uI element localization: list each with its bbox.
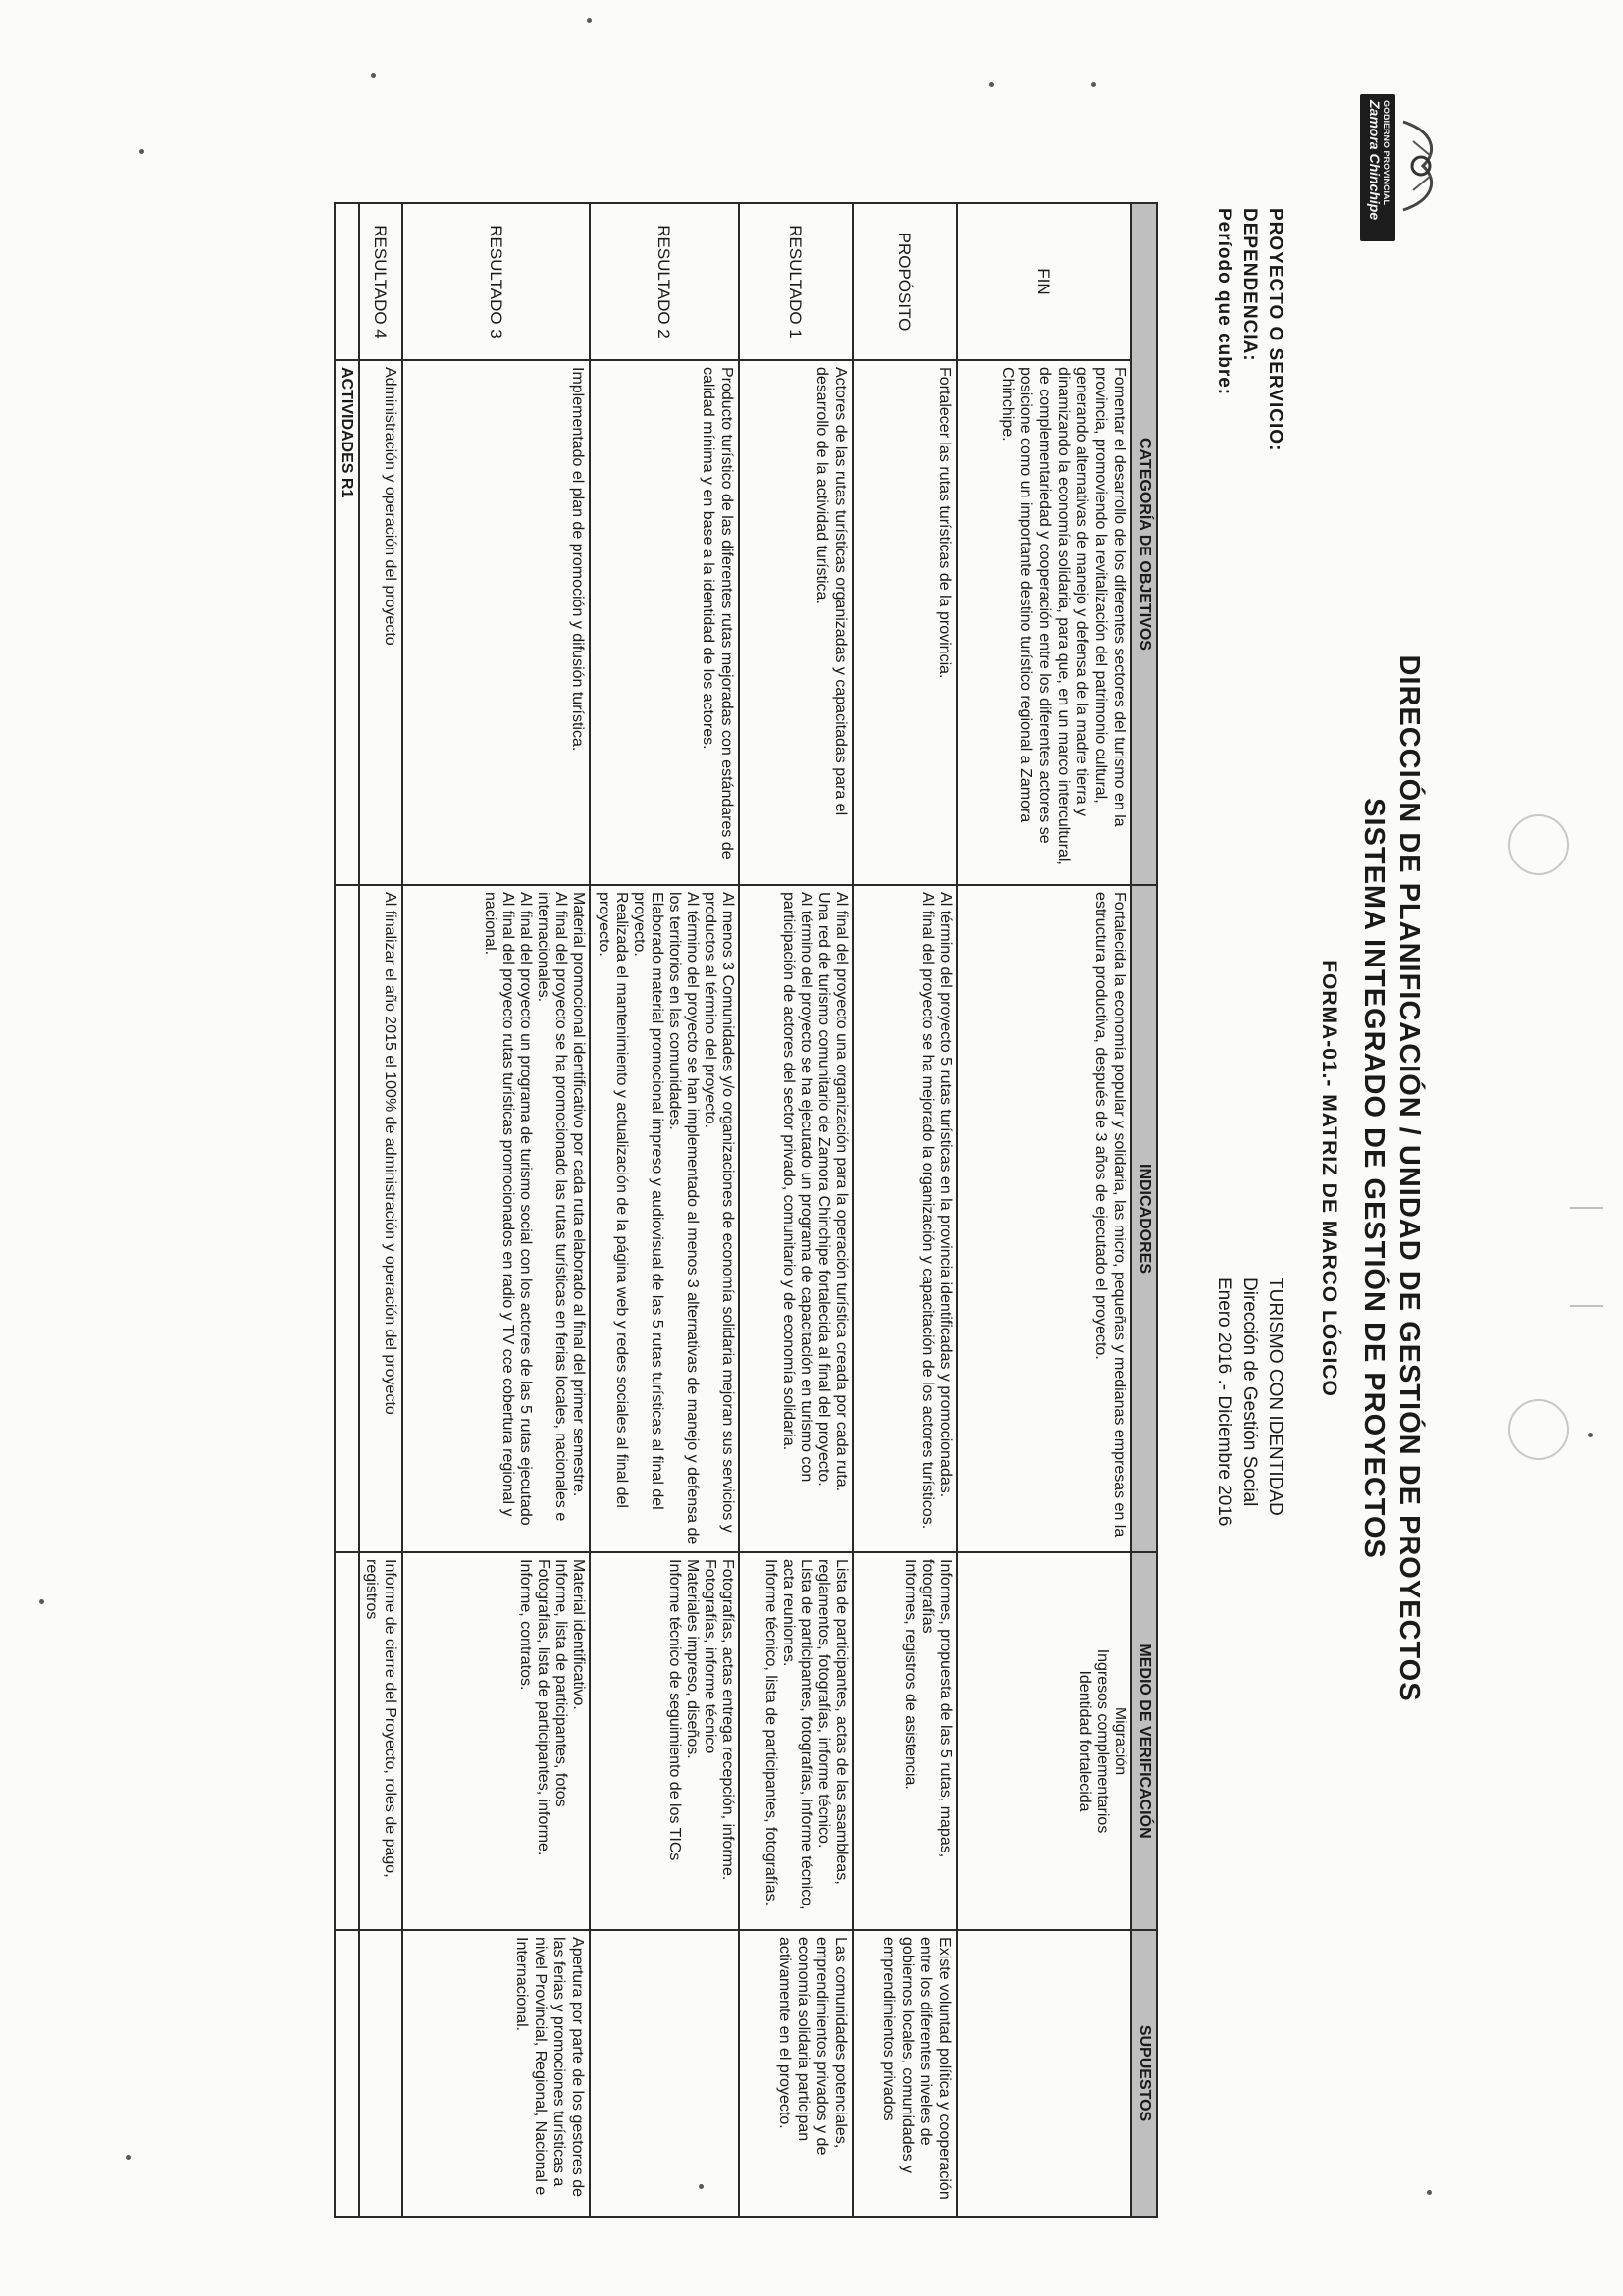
project-value: TURISMO CON IDENTIDAD — [1265, 1278, 1285, 1516]
verification-r2-2: Fotografías, informe técnico — [702, 1559, 718, 1754]
verification-r2-4: Informe técnico de seguimiento de los TICs — [666, 1559, 683, 1861]
indicator-r2-1: Al menos 3 Comunidades y/o organizaciones de economía solidaria mejoran sus servicios y productos al término del proyecto. — [702, 892, 736, 1533]
indicator-r2-2: Al término del proyecto se han implementado al menos 3 alternativas de manejo y defensa de los territorios en las comunidades. — [666, 892, 701, 1545]
category-resultado-1: RESULTADO 1 — [739, 203, 853, 360]
verification-r2-1: Fotografías, actas entrega recepción, informe. — [719, 1559, 736, 1881]
sub-title: SISTEMA INTEGRADO DE GESTIÓN DE PROYECTOS — [1358, 798, 1389, 1559]
table-row-resultado-4 — [359, 203, 402, 2217]
header-assumptions: SUPUESTOS — [1131, 1930, 1157, 2217]
table-row-proposito — [853, 203, 957, 2217]
table-row-fin — [957, 203, 1131, 2217]
scan-mark — [1570, 1207, 1603, 1209]
punch-hole — [1508, 1399, 1569, 1460]
category-fin: FIN — [957, 203, 1131, 360]
verification-r3-3: Fotografías, lista de participantes, informe. — [535, 1559, 551, 1856]
verification-r2-3: Materiales impreso, diseños. — [684, 1559, 701, 1759]
category-resultado-4: RESULTADO 4 — [359, 203, 402, 360]
scan-speck — [587, 18, 592, 23]
verification-resultado-1 — [739, 1552, 853, 1930]
verification-fin-3: Identidad fortalecida — [1076, 1670, 1093, 1812]
indicator-r1-1: Al final del proyecto una organización para la operación turística creada por cada ruta. — [833, 892, 850, 1492]
rotated-document — [177, 94, 1452, 2263]
indicator-resultado-4: Al finalizar el año 2015 el 100% de administración y operación del proyecto — [359, 885, 402, 1552]
assumption-resultado-4 — [359, 1930, 402, 2217]
header-row — [1131, 203, 1157, 2217]
indicator-r3-3: Al final del proyecto un programa de turismo social con los actores de las 5 rutas ejecutado — [517, 892, 534, 1526]
verification-proposito-2: Informes, registros de asistencia. — [902, 1559, 918, 1790]
verification-fin-2: Ingresos complementarios — [1094, 1648, 1111, 1834]
period-label: Período que cubre: — [1214, 208, 1234, 396]
scan-speck — [139, 149, 144, 154]
indicator-r2-4: Realizada el mantenimiento y actualización de la página web y redes sociales al final del proyecto. — [596, 892, 630, 1508]
assumption-resultado-3: Apertura por parte de los gestores de las ferias y promociones turísticas a nivel Provincial, Regional, Nacional e Internacional. — [402, 1930, 590, 2217]
table-row-resultado-3 — [402, 203, 590, 2217]
period-value: Enero 2016 .- Diciembre 2016 — [1214, 1278, 1234, 1527]
scan-speck — [39, 1599, 44, 1604]
verification-r1-3: Informe técnico, lista de participantes, fotografías. — [762, 1559, 779, 1906]
verification-r3-4: Informe, contratos. — [517, 1559, 534, 1691]
table-row-activities — [335, 203, 359, 2217]
verification-fin — [957, 1552, 1131, 1930]
logframe-matrix — [334, 202, 1158, 2218]
activities-empty-cell — [335, 1552, 359, 1930]
indicator-fin: Fortalecida la economía popular y solidaria, las micro, pequeñas y medianas empresas en la estructura productiva, después de 3 años de ejecutado el proyecto. — [957, 885, 1131, 1552]
scan-speck — [1091, 82, 1096, 87]
logo-line-1: GOBIERNO PROVINCIAL — [1382, 100, 1391, 206]
verification-r1-1: Lista de participantes, actas de las asambleas, reglamentos, fotografías, informe técnico. — [815, 1559, 850, 1885]
main-title: DIRECCIÓN DE PLANIFICACIÓN / UNIDAD DE GESTIÓN DE PROYECTOS — [1393, 654, 1425, 1702]
verification-fin-1: Migración — [1112, 1706, 1128, 1776]
objective-resultado-2: Producto turístico de las diferentes rutas mejoradas con estándares de calidad mínima y en base a la identidad de los actores. — [590, 360, 739, 885]
indicator-r1-2: Una red de turismo comunitario de Zamora Chinchipe fortalecida al final del proyecto. — [815, 892, 832, 1487]
indicator-r1-3: Al término del proyecto se ha ejecutado un programa de capacitación en turismo con participación de actores del sector privado, comunitario y de economía solidaria. — [780, 892, 814, 1483]
scan-mark — [1570, 1305, 1603, 1307]
verification-resultado-3 — [402, 1552, 590, 1930]
objective-resultado-4: Administración y operación del proyecto — [359, 360, 402, 885]
form-title: FORMA-01.- MATRIZ DE MARCO LÓGICO — [1318, 960, 1340, 1397]
verification-r1-2: Lista de participantes, fotografías, informe técnico, acta reuniones. — [780, 1559, 814, 1910]
punch-hole — [1508, 814, 1569, 875]
verification-r3-1: Material identificativo. — [570, 1559, 587, 1710]
activities-label: ACTIVIDADES R1 — [335, 360, 359, 885]
indicator-r3-1: Material promocional identificativo por cada ruta elaborado al final del primer semestre. — [570, 892, 587, 1497]
assumption-resultado-1: Las comunidades potenciales, emprendimientos privados y de economía solidaria participan activamente en el proyecto. — [739, 1930, 853, 2217]
indicator-proposito-1: Al término del proyecto 5 rutas turísticas en la provincia identificadas y promocionadas. — [937, 892, 954, 1498]
objective-fin: Fomentar el desarrollo de los diferentes sectores del turismo en la provincia, promoviendo la revitalización del patrimonio cultural, generando alternativas de manejo y defensa de la madre tierra y dinamizando la economía solidaria, para que, en un marco intercultural, de complementariedad y cooperación entre los diferentes actores se posicione como un importante destino turístico regional a Zamora Chinchipe. — [957, 360, 1131, 885]
logo-line-2: Zamora Chinchipe — [1367, 100, 1383, 221]
verification-proposito — [853, 1552, 957, 1930]
indicator-proposito-2: Al final del proyecto se ha mejorado la organización y capacitación de los actores turísticos. — [919, 892, 936, 1530]
indicator-proposito — [853, 885, 957, 1552]
scan-speck — [126, 2155, 131, 2160]
verification-proposito-1: Informes, propuesta de las 5 rutas, mapas, fotografías — [919, 1559, 954, 1858]
activities-empty-cell — [335, 885, 359, 1552]
indicator-resultado-2 — [590, 885, 739, 1552]
project-label: PROYECTO O SERVICIO: — [1265, 208, 1285, 452]
verification-resultado-2 — [590, 1552, 739, 1930]
header-indicators: INDICADORES — [1131, 885, 1157, 1552]
category-resultado-2: RESULTADO 2 — [590, 203, 739, 360]
indicator-r3-2: Al final del proyecto se ha promocionado las rutas turísticas en ferias locales, nacionales e internacionales. — [535, 892, 569, 1522]
activities-empty-cell — [335, 203, 359, 360]
scan-speck — [371, 73, 376, 78]
category-resultado-3: RESULTADO 3 — [402, 203, 590, 360]
assumption-resultado-2 — [590, 1930, 739, 2217]
scan-speck — [1588, 1433, 1593, 1437]
objective-resultado-1: Actores de las rutas turísticas organizadas y capacitadas para el desarrollo de la actividad turística. — [739, 360, 853, 885]
indicator-resultado-1 — [739, 885, 853, 1552]
header-category: CATEGORÍA DE OBJETIVOS — [1131, 203, 1157, 885]
objective-proposito: Fortalecer las rutas turísticas de la provincia. — [853, 360, 957, 885]
verification-r3-2: Informe, lista de participantes, fotos — [552, 1559, 569, 1807]
indicator-r3-4: Al final del proyecto rutas turísticas promocionados en radio y TV cce cobertura regional y nacional. — [482, 892, 516, 1517]
activities-empty-cell — [335, 1930, 359, 2217]
table-row-resultado-1 — [739, 203, 853, 2217]
assumption-proposito: Existe voluntad política y cooperación entre los diferentes niveles de gobiernos locales, comunidades y emprendimientos privados — [853, 1930, 957, 2217]
objective-resultado-3: Implementado el plan de promoción y difusión turística. — [402, 360, 590, 885]
dependency-label: DEPENDENCIA: — [1239, 208, 1260, 362]
header-verification: MEDIO DE VERIFICACIÓN — [1131, 1552, 1157, 1930]
dependency-value: Dirección de Gestión Social — [1239, 1278, 1260, 1507]
indicator-resultado-3 — [402, 885, 590, 1552]
indicator-r2-3: Elaborado material promocional impreso y audiovisual de las 5 rutas turísticas al final del proyecto. — [631, 892, 665, 1510]
table-row-resultado-2 — [590, 203, 739, 2217]
assumption-fin — [957, 1930, 1131, 2217]
verification-resultado-4: Informe de cierre del Proyecto, roles de pago, registros — [359, 1552, 402, 1930]
category-proposito: PROPÓSITO — [853, 203, 957, 360]
scan-speck — [989, 82, 994, 87]
